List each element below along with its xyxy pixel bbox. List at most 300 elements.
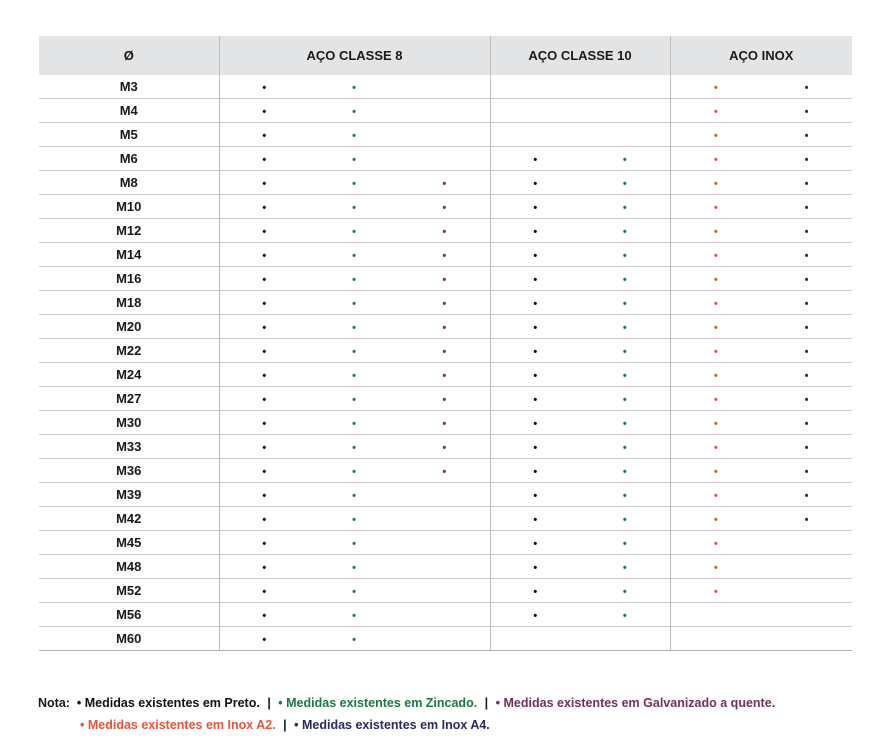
header-row (39, 36, 852, 75)
classe8-preto-cell (219, 171, 309, 195)
inox-a4-availability-dot: • (804, 154, 809, 166)
classe8-zincado-cell (309, 507, 399, 531)
classe8-galvanizado-cell (399, 75, 490, 99)
classe10-zincado-cell (580, 75, 670, 99)
classe8-galvanizado-cell (399, 219, 490, 243)
classe10-preto-cell (490, 291, 580, 315)
inox-a2-availability-dot: • (713, 130, 718, 142)
header-aco-classe-10: AÇO CLASSE 10 (490, 36, 670, 75)
table-row (39, 291, 852, 315)
classe8-galvanizado-cell (399, 603, 490, 627)
inox-a2-availability-dot: • (713, 82, 718, 94)
classe10-preto-cell (490, 219, 580, 243)
classe10-zincado-cell (580, 579, 670, 603)
classe8-preto-cell (219, 147, 309, 171)
inox-a2-availability-dot: • (713, 514, 718, 526)
galvanizado-availability-dot: • (442, 394, 447, 406)
classe8-preto-cell (219, 435, 309, 459)
preto-availability-dot: • (262, 82, 267, 94)
classe10-preto-cell (490, 147, 580, 171)
inox-inox-a4-cell (761, 315, 852, 339)
zincado-availability-dot: • (622, 394, 627, 406)
classe8-zincado-cell (309, 123, 399, 147)
galvanizado-availability-dot: • (442, 274, 447, 286)
inox-a2-availability-dot: • (713, 490, 718, 502)
zincado-availability-dot: • (352, 106, 356, 118)
inox-inox-a2-cell (670, 387, 761, 411)
inox-inox-a4-cell (761, 579, 852, 603)
classe8-zincado-cell (309, 195, 399, 219)
classe10-preto-cell (490, 75, 580, 99)
preto-availability-dot: • (533, 538, 538, 550)
inox-inox-a4-cell (761, 387, 852, 411)
inox-inox-a2-cell (670, 123, 761, 147)
classe8-preto-cell (219, 459, 309, 483)
inox-a2-availability-dot: • (713, 322, 718, 334)
classe8-preto-cell (219, 579, 309, 603)
classe8-zincado-cell (309, 627, 399, 651)
inox-inox-a4-cell (761, 459, 852, 483)
zincado-availability-dot: • (352, 490, 356, 502)
inox-a2-availability-dot: • (713, 586, 718, 598)
inox-a4-availability-dot: • (804, 298, 809, 310)
zincado-availability-dot: • (352, 466, 356, 478)
legend-separator: | (283, 718, 287, 732)
classe10-preto-cell (490, 363, 580, 387)
classe10-zincado-cell (580, 435, 670, 459)
inox-inox-a2-cell (670, 243, 761, 267)
inox-a4-availability-dot: • (804, 226, 809, 238)
inox-a2-availability-dot: • (713, 154, 718, 166)
size-cell: M33 (39, 435, 219, 459)
inox-a2-availability-dot: • (713, 178, 718, 190)
inox-inox-a2-cell (670, 627, 761, 651)
zincado-availability-dot: • (622, 442, 627, 454)
table-row (39, 435, 852, 459)
classe8-zincado-cell (309, 579, 399, 603)
preto-availability-dot: • (262, 202, 267, 214)
table-row (39, 171, 852, 195)
preto-availability-dot: • (262, 250, 267, 262)
zincado-availability-dot: • (622, 226, 627, 238)
zincado-availability-dot: • (352, 250, 356, 262)
inox-inox-a2-cell (670, 291, 761, 315)
size-cell: M3 (39, 75, 219, 99)
inox-inox-a4-cell (761, 531, 852, 555)
zincado-availability-dot: • (622, 562, 627, 574)
galvanizado-availability-dot: • (442, 226, 447, 238)
inox-a2-availability-dot: • (713, 538, 718, 550)
zincado-availability-dot: • (352, 202, 356, 214)
zincado-availability-dot: • (352, 178, 356, 190)
size-cell: M16 (39, 267, 219, 291)
classe8-zincado-cell (309, 171, 399, 195)
table-row (39, 603, 852, 627)
legend-inox-a4: • Medidas existentes em Inox A4. (294, 718, 490, 732)
galvanizado-availability-dot: • (442, 322, 447, 334)
classe8-zincado-cell (309, 459, 399, 483)
classe8-zincado-cell (309, 531, 399, 555)
inox-inox-a4-cell (761, 243, 852, 267)
inox-inox-a2-cell (670, 579, 761, 603)
preto-availability-dot: • (533, 490, 538, 502)
legend-inox-a2: • Medidas existentes em Inox A2. (80, 718, 276, 732)
preto-availability-dot: • (533, 514, 538, 526)
size-cell: M42 (39, 507, 219, 531)
inox-a4-availability-dot: • (804, 250, 809, 262)
preto-availability-dot: • (533, 226, 538, 238)
inox-a4-availability-dot: • (804, 442, 809, 454)
preto-availability-dot: • (533, 370, 538, 382)
classe8-zincado-cell (309, 339, 399, 363)
preto-availability-dot: • (262, 418, 267, 430)
classe8-preto-cell (219, 483, 309, 507)
classe8-galvanizado-cell (399, 579, 490, 603)
zincado-availability-dot: • (622, 202, 627, 214)
classe8-preto-cell (219, 195, 309, 219)
classe8-zincado-cell (309, 291, 399, 315)
zincado-availability-dot: • (352, 514, 356, 526)
preto-availability-dot: • (533, 274, 538, 286)
legend-note (38, 692, 775, 736)
inox-a4-availability-dot: • (804, 82, 809, 94)
size-cell: M10 (39, 195, 219, 219)
inox-a2-availability-dot: • (713, 418, 718, 430)
preto-availability-dot: • (533, 322, 538, 334)
classe8-zincado-cell (309, 363, 399, 387)
classe8-preto-cell (219, 387, 309, 411)
inox-inox-a2-cell (670, 363, 761, 387)
inox-a2-availability-dot: • (713, 226, 718, 238)
table-row (39, 411, 852, 435)
classe10-zincado-cell (580, 603, 670, 627)
inox-a4-availability-dot: • (804, 346, 809, 358)
zincado-availability-dot: • (622, 490, 627, 502)
preto-availability-dot: • (262, 106, 267, 118)
inox-inox-a4-cell (761, 603, 852, 627)
classe8-galvanizado-cell (399, 555, 490, 579)
classe10-preto-cell (490, 483, 580, 507)
size-cell: M36 (39, 459, 219, 483)
inox-inox-a2-cell (670, 219, 761, 243)
inox-a2-availability-dot: • (713, 202, 718, 214)
inox-inox-a2-cell (670, 411, 761, 435)
size-cell: M30 (39, 411, 219, 435)
legend-separator: | (484, 696, 489, 710)
classe8-preto-cell (219, 603, 309, 627)
preto-availability-dot: • (533, 466, 538, 478)
size-cell: M22 (39, 339, 219, 363)
header-aco-inox: AÇO INOX (670, 36, 852, 75)
zincado-availability-dot: • (352, 538, 356, 550)
classe8-galvanizado-cell (399, 267, 490, 291)
preto-availability-dot: • (533, 394, 538, 406)
classe10-preto-cell (490, 387, 580, 411)
preto-availability-dot: • (262, 442, 267, 454)
classe10-zincado-cell (580, 387, 670, 411)
classe10-zincado-cell (580, 315, 670, 339)
classe8-galvanizado-cell (399, 171, 490, 195)
zincado-availability-dot: • (622, 154, 627, 166)
classe8-preto-cell (219, 75, 309, 99)
inox-a2-availability-dot: • (713, 274, 718, 286)
classe8-zincado-cell (309, 483, 399, 507)
size-cell: M20 (39, 315, 219, 339)
classe8-preto-cell (219, 243, 309, 267)
inox-inox-a2-cell (670, 555, 761, 579)
classe8-zincado-cell (309, 243, 399, 267)
classe10-preto-cell (490, 267, 580, 291)
classe8-galvanizado-cell (399, 243, 490, 267)
inox-inox-a4-cell (761, 219, 852, 243)
table-row (39, 459, 852, 483)
zincado-availability-dot: • (622, 274, 627, 286)
galvanizado-availability-dot: • (442, 298, 447, 310)
table-row (39, 387, 852, 411)
classe8-galvanizado-cell (399, 411, 490, 435)
preto-availability-dot: • (533, 202, 538, 214)
table-row (39, 483, 852, 507)
classe10-zincado-cell (580, 339, 670, 363)
preto-availability-dot: • (262, 634, 267, 646)
preto-availability-dot: • (533, 178, 538, 190)
preto-availability-dot: • (533, 250, 538, 262)
classe8-preto-cell (219, 507, 309, 531)
classe10-zincado-cell (580, 483, 670, 507)
availability-table (39, 36, 852, 651)
classe10-preto-cell (490, 507, 580, 531)
zincado-availability-dot: • (352, 586, 356, 598)
inox-inox-a2-cell (670, 99, 761, 123)
galvanizado-availability-dot: • (442, 250, 447, 262)
size-cell: M14 (39, 243, 219, 267)
zincado-availability-dot: • (622, 610, 627, 622)
table-row (39, 507, 852, 531)
classe10-preto-cell (490, 411, 580, 435)
inox-inox-a4-cell (761, 363, 852, 387)
inox-inox-a4-cell (761, 123, 852, 147)
table-row (39, 555, 852, 579)
classe10-zincado-cell (580, 459, 670, 483)
inox-inox-a4-cell (761, 267, 852, 291)
inox-a4-availability-dot: • (804, 130, 809, 142)
size-cell: M39 (39, 483, 219, 507)
classe8-galvanizado-cell (399, 483, 490, 507)
inox-inox-a4-cell (761, 411, 852, 435)
zincado-availability-dot: • (352, 82, 356, 94)
inox-inox-a2-cell (670, 171, 761, 195)
classe8-preto-cell (219, 411, 309, 435)
preto-availability-dot: • (262, 466, 267, 478)
zincado-availability-dot: • (352, 298, 356, 310)
classe10-zincado-cell (580, 243, 670, 267)
inox-inox-a4-cell (761, 195, 852, 219)
classe8-preto-cell (219, 291, 309, 315)
size-cell: M45 (39, 531, 219, 555)
zincado-availability-dot: • (352, 562, 356, 574)
classe10-zincado-cell (580, 363, 670, 387)
preto-availability-dot: • (262, 178, 267, 190)
inox-a2-availability-dot: • (713, 106, 718, 118)
classe8-galvanizado-cell (399, 627, 490, 651)
classe10-preto-cell (490, 627, 580, 651)
zincado-availability-dot: • (352, 346, 356, 358)
size-cell: M24 (39, 363, 219, 387)
classe10-preto-cell (490, 99, 580, 123)
legend-zincado: • Medidas existentes em Zincado. (278, 696, 478, 710)
zincado-availability-dot: • (622, 466, 627, 478)
inox-a2-availability-dot: • (713, 370, 718, 382)
zincado-availability-dot: • (622, 514, 627, 526)
preto-availability-dot: • (533, 562, 538, 574)
zincado-availability-dot: • (352, 610, 356, 622)
zincado-availability-dot: • (622, 322, 627, 334)
classe8-zincado-cell (309, 99, 399, 123)
inox-inox-a4-cell (761, 483, 852, 507)
classe10-preto-cell (490, 171, 580, 195)
size-cell: M8 (39, 171, 219, 195)
inox-inox-a4-cell (761, 291, 852, 315)
inox-a4-availability-dot: • (804, 490, 809, 502)
size-cell: M56 (39, 603, 219, 627)
table-row (39, 627, 852, 651)
preto-availability-dot: • (533, 442, 538, 454)
inox-inox-a4-cell (761, 99, 852, 123)
zincado-availability-dot: • (622, 370, 627, 382)
zincado-availability-dot: • (352, 130, 356, 142)
classe8-preto-cell (219, 531, 309, 555)
classe8-preto-cell (219, 363, 309, 387)
inox-inox-a2-cell (670, 75, 761, 99)
zincado-availability-dot: • (352, 394, 356, 406)
table-row (39, 99, 852, 123)
classe8-zincado-cell (309, 555, 399, 579)
legend-galvanizado: • Medidas existentes em Galvanizado a quente. (495, 696, 776, 710)
inox-inox-a4-cell (761, 75, 852, 99)
inox-inox-a2-cell (670, 147, 761, 171)
classe10-zincado-cell (580, 171, 670, 195)
galvanizado-availability-dot: • (442, 178, 447, 190)
galvanizado-availability-dot: • (442, 370, 447, 382)
zincado-availability-dot: • (352, 274, 356, 286)
classe8-preto-cell (219, 99, 309, 123)
inox-a4-availability-dot: • (804, 274, 809, 286)
zincado-availability-dot: • (622, 538, 627, 550)
preto-availability-dot: • (262, 394, 267, 406)
galvanizado-availability-dot: • (442, 418, 447, 430)
inox-inox-a2-cell (670, 267, 761, 291)
zincado-availability-dot: • (352, 442, 356, 454)
classe10-preto-cell (490, 243, 580, 267)
preto-availability-dot: • (262, 370, 267, 382)
classe8-zincado-cell (309, 387, 399, 411)
inox-a4-availability-dot: • (804, 514, 809, 526)
classe10-preto-cell (490, 459, 580, 483)
inox-a2-availability-dot: • (713, 562, 718, 574)
inox-inox-a2-cell (670, 531, 761, 555)
classe8-zincado-cell (309, 147, 399, 171)
inox-a4-availability-dot: • (804, 202, 809, 214)
classe10-zincado-cell (580, 555, 670, 579)
inox-a2-availability-dot: • (713, 442, 718, 454)
classe10-zincado-cell (580, 531, 670, 555)
table-body (39, 75, 852, 651)
zincado-availability-dot: • (622, 250, 627, 262)
classe8-preto-cell (219, 315, 309, 339)
table-row (39, 363, 852, 387)
preto-availability-dot: • (262, 154, 267, 166)
preto-availability-dot: • (533, 154, 538, 166)
table-row (39, 339, 852, 363)
inox-inox-a2-cell (670, 195, 761, 219)
classe10-preto-cell (490, 531, 580, 555)
classe10-preto-cell (490, 195, 580, 219)
preto-availability-dot: • (533, 346, 538, 358)
inox-inox-a4-cell (761, 627, 852, 651)
classe8-preto-cell (219, 267, 309, 291)
size-cell: M12 (39, 219, 219, 243)
table-row (39, 531, 852, 555)
size-cell: M5 (39, 123, 219, 147)
zincado-availability-dot: • (622, 346, 627, 358)
classe8-zincado-cell (309, 435, 399, 459)
classe10-zincado-cell (580, 195, 670, 219)
classe8-zincado-cell (309, 267, 399, 291)
legend-separator: | (267, 696, 271, 710)
classe8-galvanizado-cell (399, 339, 490, 363)
classe8-galvanizado-cell (399, 387, 490, 411)
size-cell: M18 (39, 291, 219, 315)
preto-availability-dot: • (262, 490, 267, 502)
inox-a4-availability-dot: • (804, 466, 809, 478)
inox-inox-a4-cell (761, 147, 852, 171)
classe8-galvanizado-cell (399, 99, 490, 123)
inox-a2-availability-dot: • (713, 394, 718, 406)
preto-availability-dot: • (262, 586, 267, 598)
classe8-zincado-cell (309, 219, 399, 243)
table-row (39, 579, 852, 603)
inox-inox-a2-cell (670, 459, 761, 483)
classe8-zincado-cell (309, 603, 399, 627)
inox-a2-availability-dot: • (713, 466, 718, 478)
inox-a2-availability-dot: • (713, 346, 718, 358)
preto-availability-dot: • (262, 538, 267, 550)
table-row (39, 267, 852, 291)
inox-inox-a2-cell (670, 483, 761, 507)
inox-inox-a4-cell (761, 555, 852, 579)
classe10-preto-cell (490, 579, 580, 603)
inox-a4-availability-dot: • (804, 106, 809, 118)
classe8-preto-cell (219, 339, 309, 363)
classe10-preto-cell (490, 315, 580, 339)
size-cell: M27 (39, 387, 219, 411)
classe8-galvanizado-cell (399, 315, 490, 339)
classe10-zincado-cell (580, 627, 670, 651)
table-row (39, 315, 852, 339)
zincado-availability-dot: • (352, 322, 356, 334)
zincado-availability-dot: • (352, 370, 356, 382)
inox-inox-a4-cell (761, 171, 852, 195)
inox-a4-availability-dot: • (804, 418, 809, 430)
preto-availability-dot: • (533, 610, 538, 622)
zincado-availability-dot: • (622, 418, 627, 430)
classe8-galvanizado-cell (399, 147, 490, 171)
classe10-zincado-cell (580, 507, 670, 531)
preto-availability-dot: • (262, 562, 267, 574)
classe10-preto-cell (490, 123, 580, 147)
size-cell: M4 (39, 99, 219, 123)
size-cell: M48 (39, 555, 219, 579)
